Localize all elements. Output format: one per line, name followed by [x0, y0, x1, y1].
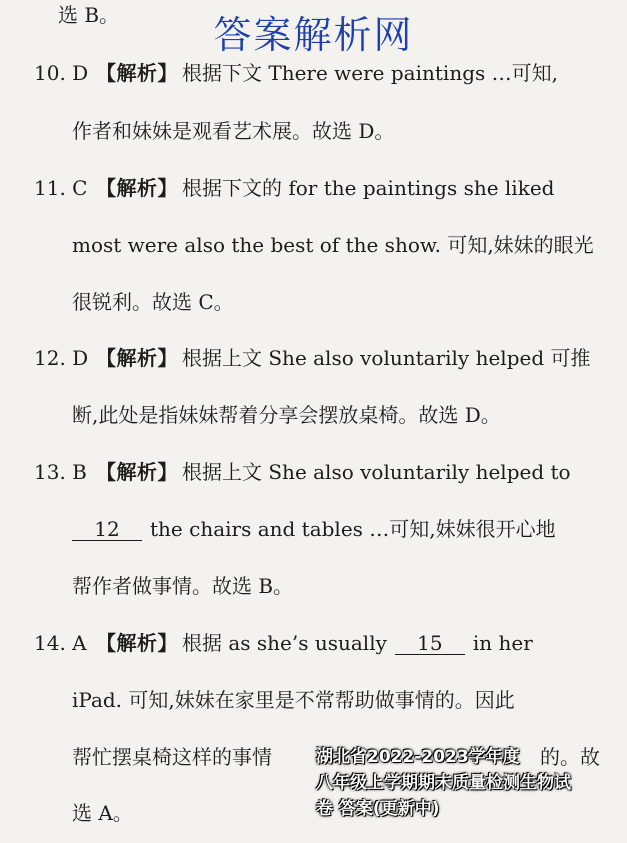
answer-text: 根据下文 There were paintings …可知,	[182, 61, 558, 85]
overlay-line: 八年级上学期期末质量检测生物试	[316, 773, 571, 793]
answer-text: 帮忙摆桌椅这样的事情	[72, 745, 272, 769]
answer-text: 根据上文 She also voluntarily helped to	[182, 460, 571, 484]
analysis-tag: 【解析】	[96, 346, 178, 370]
answer-10	[34, 60, 627, 86]
promo-overlay-caption	[316, 744, 627, 822]
text-line: 很锐利。故选 C。	[72, 290, 234, 314]
answer-11	[34, 175, 627, 201]
site-watermark: 答案解析网	[213, 13, 414, 57]
text-line: 作者和妹妹是观看艺术展。故选 D。	[72, 119, 395, 143]
fill-blank: 12	[72, 518, 142, 541]
answer-number: 13. B	[34, 460, 87, 484]
fill-blank: 15	[395, 632, 465, 655]
answer-text: the chairs and tables …可知,妹妹很开心地	[150, 517, 556, 541]
analysis-tag: 【解析】	[96, 631, 178, 655]
text-line: most were also the best of the show. 可知,妹妹的眼光	[72, 233, 594, 257]
text-line: 选 A。	[72, 801, 133, 825]
text-line: 选 B。	[58, 3, 120, 27]
answer-12	[34, 345, 627, 371]
analysis-tag: 【解析】	[96, 460, 178, 484]
answer-number: 10. D	[34, 61, 89, 85]
answer-text: 的。故	[540, 745, 600, 769]
answer-13	[34, 459, 627, 485]
answer-text: in her	[472, 631, 533, 655]
answer-text: 根据下文的 for the paintings she liked	[182, 176, 555, 200]
answer-14	[34, 630, 627, 656]
answer-text: 根据上文 She also voluntarily helped 可推	[182, 346, 591, 370]
text-line: iPad. 可知,妹妹在家里是不常帮助做事情的。因此	[72, 688, 515, 712]
answer-number: 14. A	[34, 631, 87, 655]
answer-text: 根据 as she’s usually	[182, 631, 387, 655]
text-line: 断,此处是指妹妹帮着分享会摆放桌椅。故选 D。	[72, 403, 501, 427]
text-line	[72, 516, 627, 542]
analysis-tag: 【解析】	[96, 61, 178, 85]
overlay-line: 卷 答案(更新中)	[316, 799, 440, 819]
text-line: 帮作者做事情。故选 B。	[72, 574, 294, 598]
overlay-line: 湖北省2022-2023学年度	[316, 747, 520, 767]
analysis-tag: 【解析】	[96, 176, 178, 200]
answer-number: 12. D	[34, 346, 89, 370]
answer-number: 11. C	[34, 176, 88, 200]
